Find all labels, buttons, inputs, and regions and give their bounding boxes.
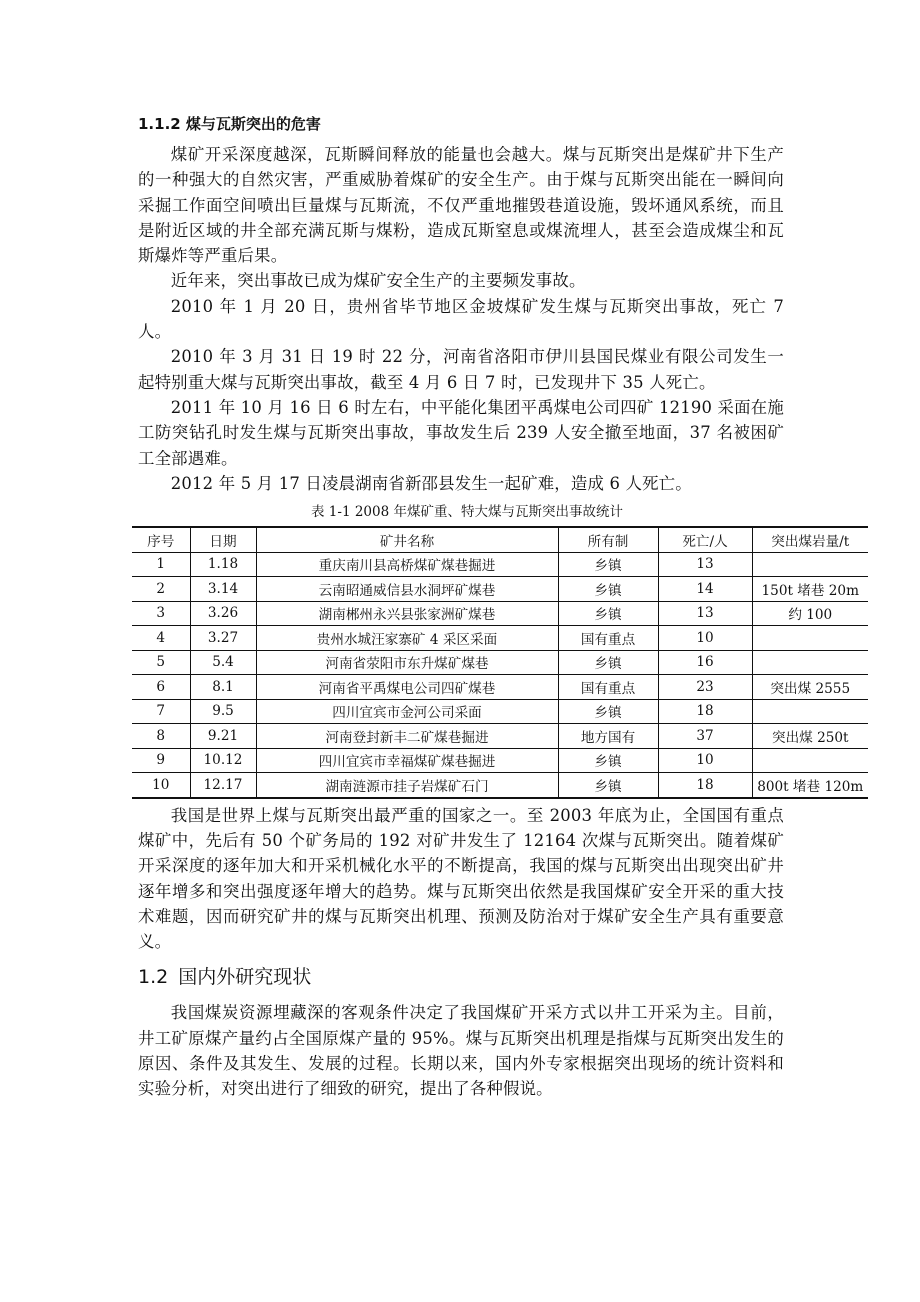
table-cell: 9.5 [190,699,256,724]
table-cell: 23 [658,675,752,700]
table-cell: 乡镇 [558,773,658,798]
table-cell: 10 [658,626,752,651]
table-cell: 四川宜宾市金河公司采面 [256,699,558,724]
table-cell [752,699,868,724]
paragraph: 我国煤炭资源埋藏深的客观条件决定了我国煤矿开采方式以井工开采为主。目前，井工矿原煤产量约占全国原煤产量的 95%。煤与瓦斯突出机理是指煤与瓦斯突出发生的原因、条件及其发生、发展的过程。长期以来，国内外专家根据突出现场的统计资料和实验分析，对突出进行了细致的研究，提出了各种假说。 [138,1003,784,1099]
paragraph: 2012 年 5 月 17 日凌晨湖南省新邵县发生一起矿难，造成 6 人死亡。 [170,473,692,493]
table-cell: 重庆南川县高桥煤矿煤巷掘进 [256,552,558,577]
table-cell: 乡镇 [558,601,658,626]
table-cell: 约 100 [752,601,868,626]
table-cell: 1.18 [190,552,256,577]
table-cell: 12.17 [190,773,256,798]
table-cell: 6 [132,675,190,700]
table-cell: 10.12 [190,748,256,773]
table-cell: 河南登封新丰二矿煤巷掘进 [256,724,558,749]
column-header: 突出煤岩量/t [752,527,868,552]
table-cell: 10 [658,748,752,773]
section-number: 1.2 [138,966,169,989]
table-cell: 3.27 [190,626,256,651]
table-cell: 9.21 [190,724,256,749]
table-cell: 10 [132,773,190,798]
table-row [132,748,868,773]
table-cell: 18 [658,699,752,724]
table-cell: 13 [658,552,752,577]
table-cell [752,650,868,675]
table-cell: 湖南涟源市挂子岩煤矿石门 [256,773,558,798]
table-row [132,650,868,675]
table-cell: 乡镇 [558,748,658,773]
column-header: 序号 [132,527,190,552]
table-cell: 18 [658,773,752,798]
table-cell: 国有重点 [558,626,658,651]
table-row [132,552,868,577]
table-row [132,724,868,749]
paragraph: 2011 年 10 月 16 日 6 时左右，中平能化集团平禹煤电公司四矿 12190 采面在施工防突钻孔时发生煤与瓦斯突出事故，事故发生后 239 人安全撤至地面，37 名被困矿工全部遇难。 [138,397,784,468]
table-cell: 突出煤 2555 [752,675,868,700]
column-header: 所有制 [558,527,658,552]
table-cell: 16 [658,650,752,675]
table-header-row [132,527,868,552]
table-row [132,675,868,700]
table-cell: 8.1 [190,675,256,700]
table-cell: 5.4 [190,650,256,675]
table-cell: 河南省平禹煤电公司四矿煤巷 [256,675,558,700]
table-row [132,699,868,724]
table-caption: 表 1-1 2008 年煤矿重、特大煤与瓦斯突出事故统计 [311,504,623,521]
section-title: 国内外研究现状 [178,966,312,989]
paragraph: 我国是世界上煤与瓦斯突出最严重的国家之一。至 2003 年底为止，全国国有重点煤矿中，先后有 50 个矿务局的 192 对矿井发生了 12164 次煤与瓦斯突出。随着煤矿开采深度的逐年加大和开采机械化水平的不断提高，我国的煤与瓦斯突出出现突出矿井逐年增多和突出强度逐年增大的趋势。煤与瓦斯突出依然是我国煤矿安全开采的重大技术难题，因而研究矿井的煤与瓦斯突出机理、预测及防治对于煤矿安全生产具有重要意义。 [138,805,784,952]
table-cell: 1 [132,552,190,577]
table-cell: 乡镇 [558,650,658,675]
table-cell: 7 [132,699,190,724]
table-cell: 2 [132,577,190,602]
table-cell: 突出煤 250t [752,724,868,749]
paragraph: 2010 年 1 月 20 日，贵州省毕节地区金坡煤矿发生煤与瓦斯突出事故，死亡 7 人。 [138,296,784,342]
column-header: 死亡/人 [658,527,752,552]
section-heading: 1.1.2 煤与瓦斯突出的危害 [138,115,321,133]
table-row [132,626,868,651]
paragraph: 2010 年 3 月 31 日 19 时 22 分，河南省洛阳市伊川县国民煤业有限公司发生一起特别重大煤与瓦斯突出事故，截至 4 月 6 日 7 时，已发现井下 35 人死亡。 [138,347,784,392]
accident-table [132,526,868,799]
table-cell: 四川宜宾市幸福煤矿煤巷掘进 [256,748,558,773]
paragraph: 近年来，突出事故已成为煤矿安全生产的主要频发事故。 [170,271,586,291]
table-cell: 4 [132,626,190,651]
table-cell: 3.14 [190,577,256,602]
table-cell: 乡镇 [558,577,658,602]
table-row [132,773,868,798]
table-cell: 14 [658,577,752,602]
table-cell: 云南昭通威信县水洞坪矿煤巷 [256,577,558,602]
table-cell: 贵州水城汪家寨矿 4 采区采面 [256,626,558,651]
table-cell [752,626,868,651]
table-cell: 乡镇 [558,552,658,577]
table-cell: 13 [658,601,752,626]
table-cell: 河南省荥阳市东升煤矿煤巷 [256,650,558,675]
table-cell: 地方国有 [558,724,658,749]
table-row [132,577,868,602]
table-cell: 湖南郴州永兴县张家洲矿煤巷 [256,601,558,626]
table-cell: 国有重点 [558,675,658,700]
table-cell: 37 [658,724,752,749]
table-cell: 5 [132,650,190,675]
table-cell [752,552,868,577]
table-row [132,601,868,626]
section-heading-1-2 [138,962,784,992]
table-cell: 150t 堵巷 20m [752,577,868,602]
column-header: 矿井名称 [256,527,558,552]
table-cell: 9 [132,748,190,773]
column-header: 日期 [190,527,256,552]
table-cell [752,748,868,773]
document-page [138,112,864,1102]
table-cell: 3.26 [190,601,256,626]
table-cell: 乡镇 [558,699,658,724]
paragraph: 煤矿开采深度越深，瓦斯瞬间释放的能量也会越大。煤与瓦斯突出是煤矿井下生产的一种强大的自然灾害，严重威胁着煤矿的安全生产。由于煤与瓦斯突出能在一瞬间向采掘工作面空间喷出巨量煤与瓦斯流，不仅严重地摧毁巷道设施，毁坏通风系统，而且是附近区域的井全部充满瓦斯与煤粉，造成瓦斯窒息或煤流埋人，甚至会造成煤尘和瓦斯爆炸等严重后果。 [138,145,784,266]
table-cell: 8 [132,724,190,749]
table-cell: 800t 堵巷 120m [752,773,868,798]
table-cell: 3 [132,601,190,626]
